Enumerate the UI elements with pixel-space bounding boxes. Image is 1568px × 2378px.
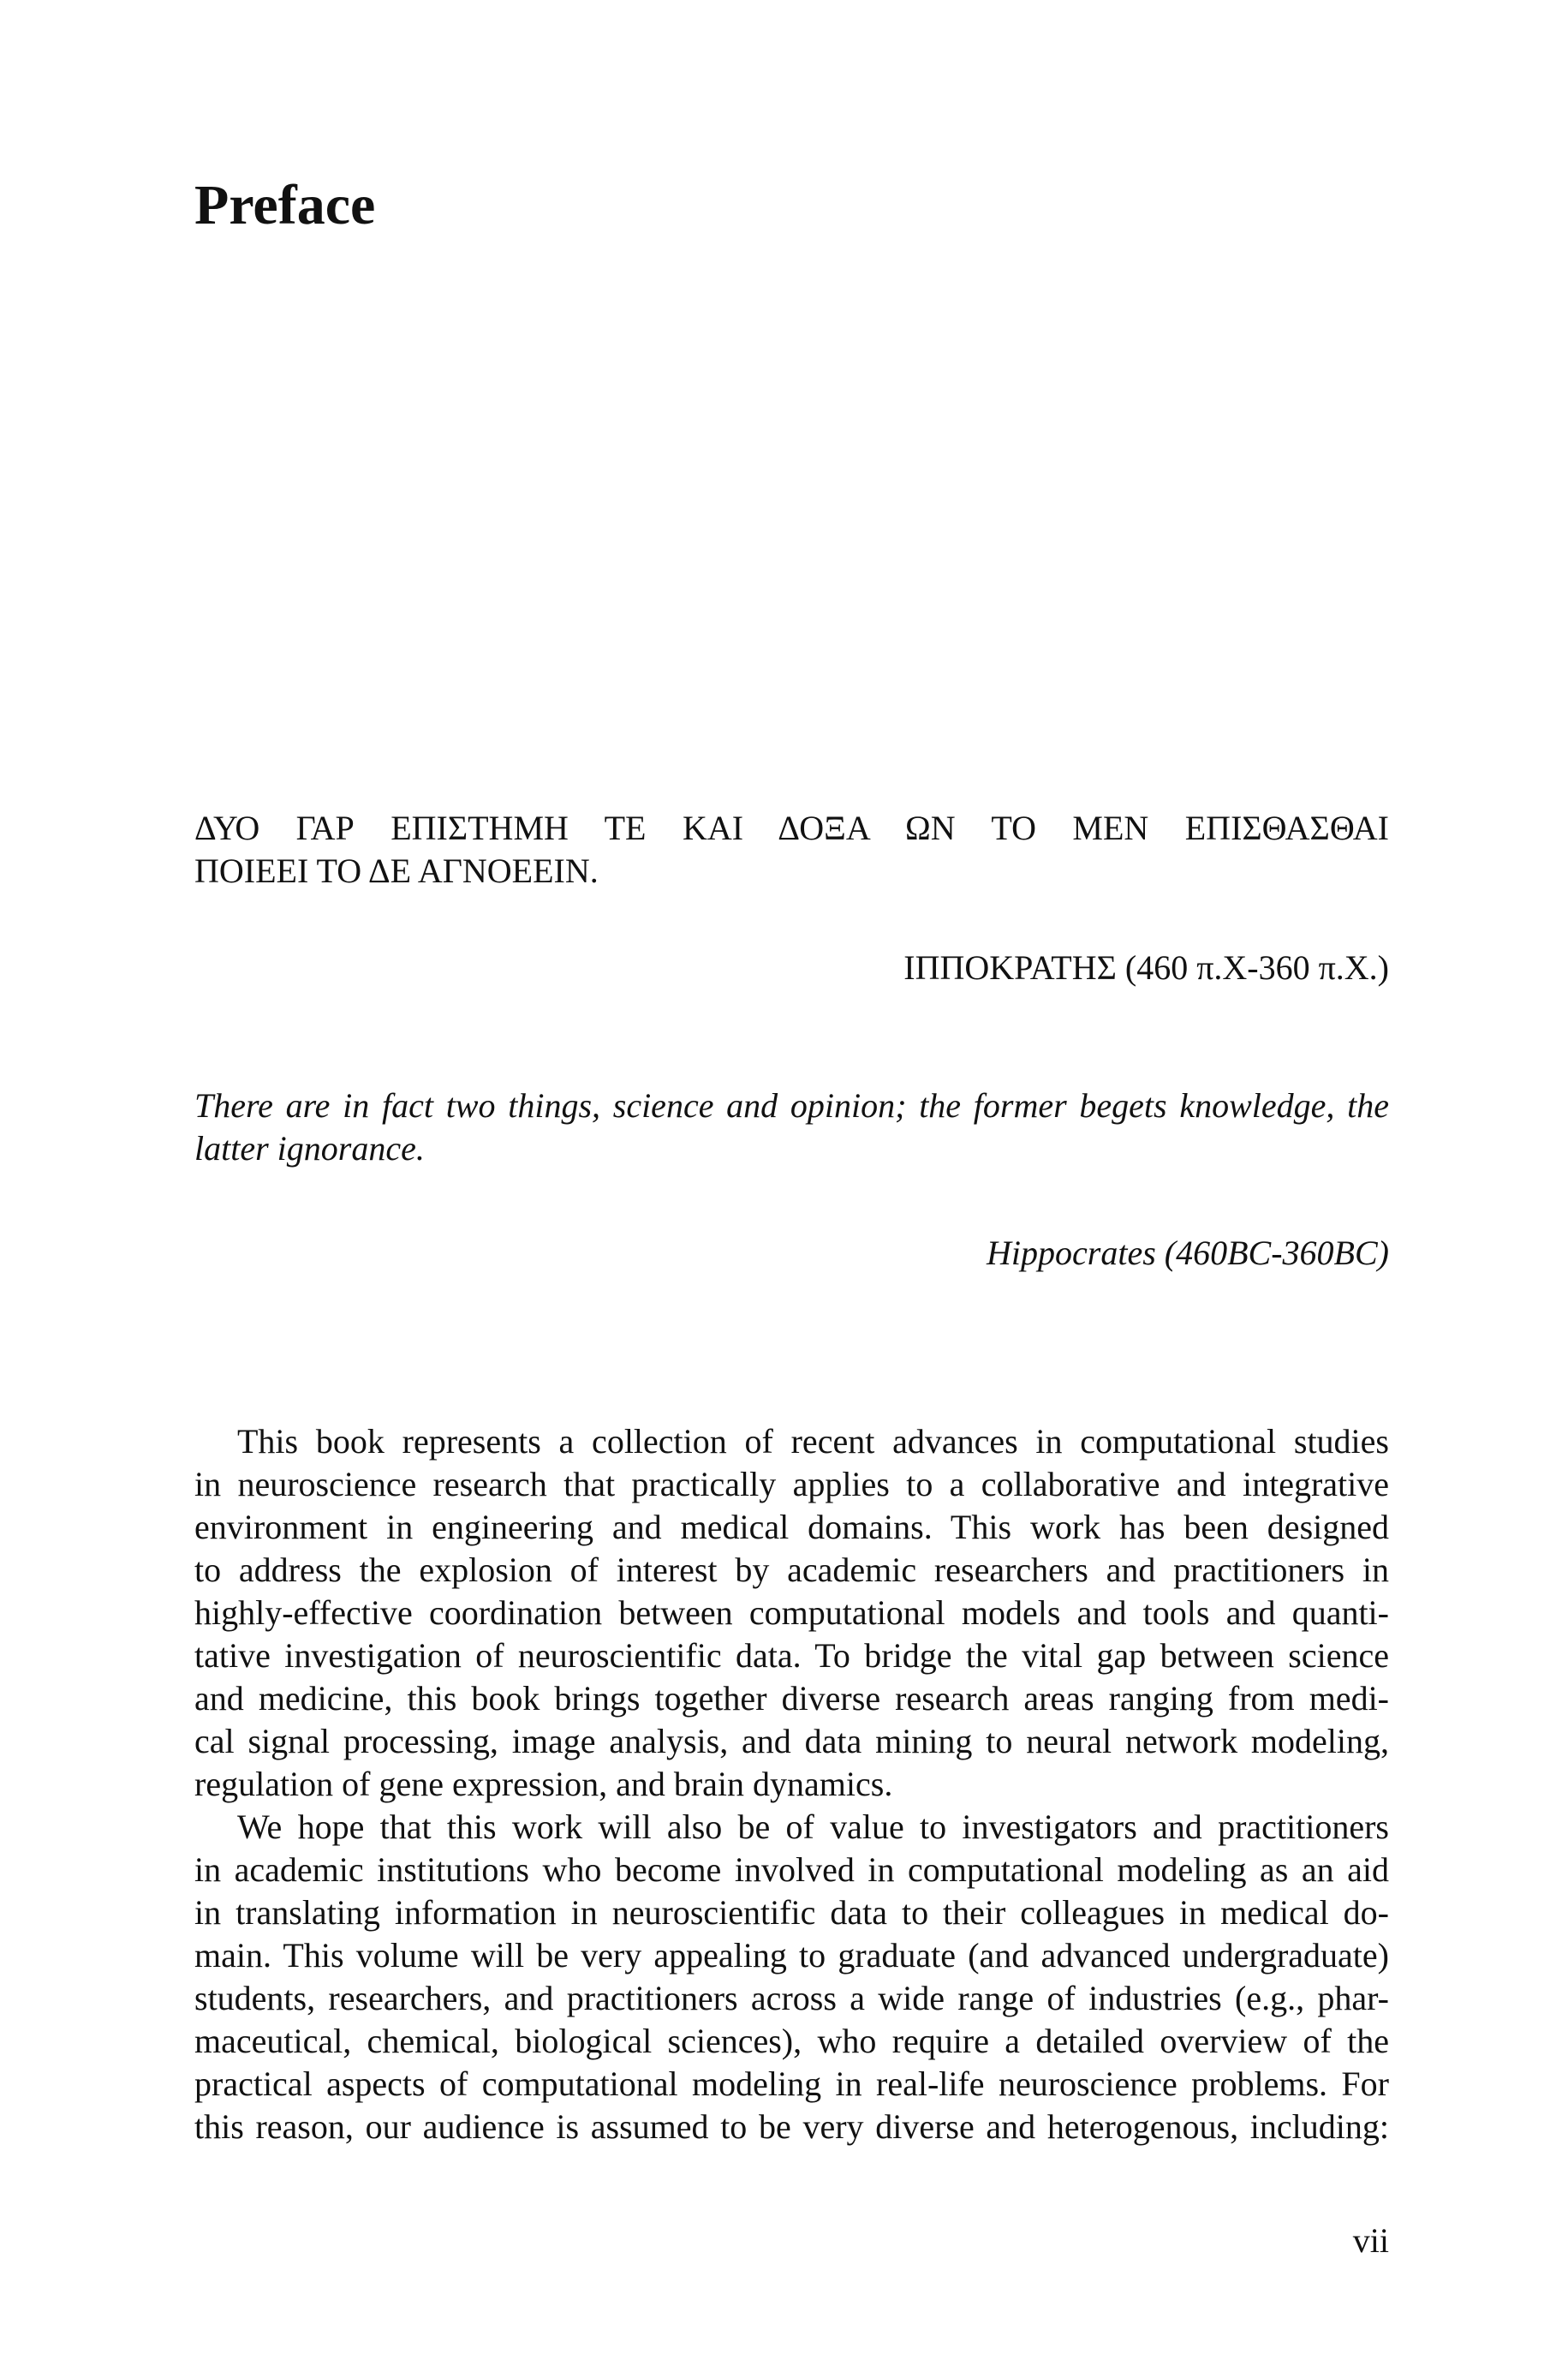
greek-epigraph — [194, 807, 1389, 893]
text-line: in translating information in neuroscientific data to their colleagues in medical do- — [194, 1893, 1389, 1932]
greek-line: ΔΥΟ ΓΑΡ ΕΠΙΣΤΗΜΗ ΤΕ ΚΑΙ ΔΟΞΑ ΩΝ ΤΟ ΜΕΝ ΕΠΙΣΘΑΣΘΑΙ — [194, 809, 1389, 847]
page-number: vii — [1352, 2221, 1389, 2260]
english-line: latter ignorance. — [194, 1129, 425, 1168]
text-line: practical aspects of computational modeling in real-life neuroscience problems. For — [194, 2064, 1389, 2103]
text-line: in neuroscience research that practically applies to a collaborative and integrative — [194, 1465, 1389, 1503]
page-title: Preface — [194, 174, 376, 236]
text-line: main. This volume will be very appealing to graduate (and advanced undergraduate) — [194, 1936, 1389, 1975]
text-line: We hope that this work will also be of value to investigators and practitioners — [237, 1807, 1389, 1846]
text-line: to address the explosion of interest by academic researchers and practitioners in — [194, 1550, 1389, 1589]
english-attribution: Hippocrates (460BC-360BC) — [987, 1234, 1389, 1272]
greek-attribution: ΙΠΠΟΚΡΑΤΗΣ (460 π.Χ-360 π.Χ.) — [903, 948, 1389, 987]
text-line: students, researchers, and practitioners across a wide range of industries (e.g., phar- — [194, 1979, 1389, 2017]
text-line: tative investigation of neuroscientific data. To bridge the vital gap between science — [194, 1636, 1389, 1675]
text-line: This book represents a collection of recent advances in computational studies — [237, 1422, 1389, 1461]
text-line: this reason, our audience is assumed to be very diverse and heterogenous, including: — [194, 2107, 1389, 2146]
text-line: in academic institutions who become involved in computational modeling as an aid — [194, 1850, 1389, 1889]
greek-line: ΠΟΙΕΕΙ ΤΟ ΔΕ ΑΓΝΟΕΕΙΝ. — [194, 851, 599, 890]
body-paragraph-2 — [194, 1806, 1389, 2148]
text-line: and medicine, this book brings together diverse research areas ranging from medi- — [194, 1679, 1389, 1718]
text-line: highly-effective coordination between computational models and tools and quanti- — [194, 1593, 1389, 1632]
english-line: There are in fact two things, science and opinion; the former begets knowledge, the — [194, 1086, 1389, 1125]
body-paragraph-1 — [194, 1420, 1389, 1806]
text-line: cal signal processing, image analysis, and data mining to neural network modeling, — [194, 1722, 1389, 1760]
text-line: regulation of gene expression, and brain dynamics. — [194, 1765, 893, 1803]
english-epigraph — [194, 1084, 1389, 1170]
text-line: maceutical, chemical, biological sciences), who require a detailed overview of the — [194, 2022, 1389, 2060]
text-line: environment in engineering and medical domains. This work has been designed — [194, 1508, 1389, 1546]
